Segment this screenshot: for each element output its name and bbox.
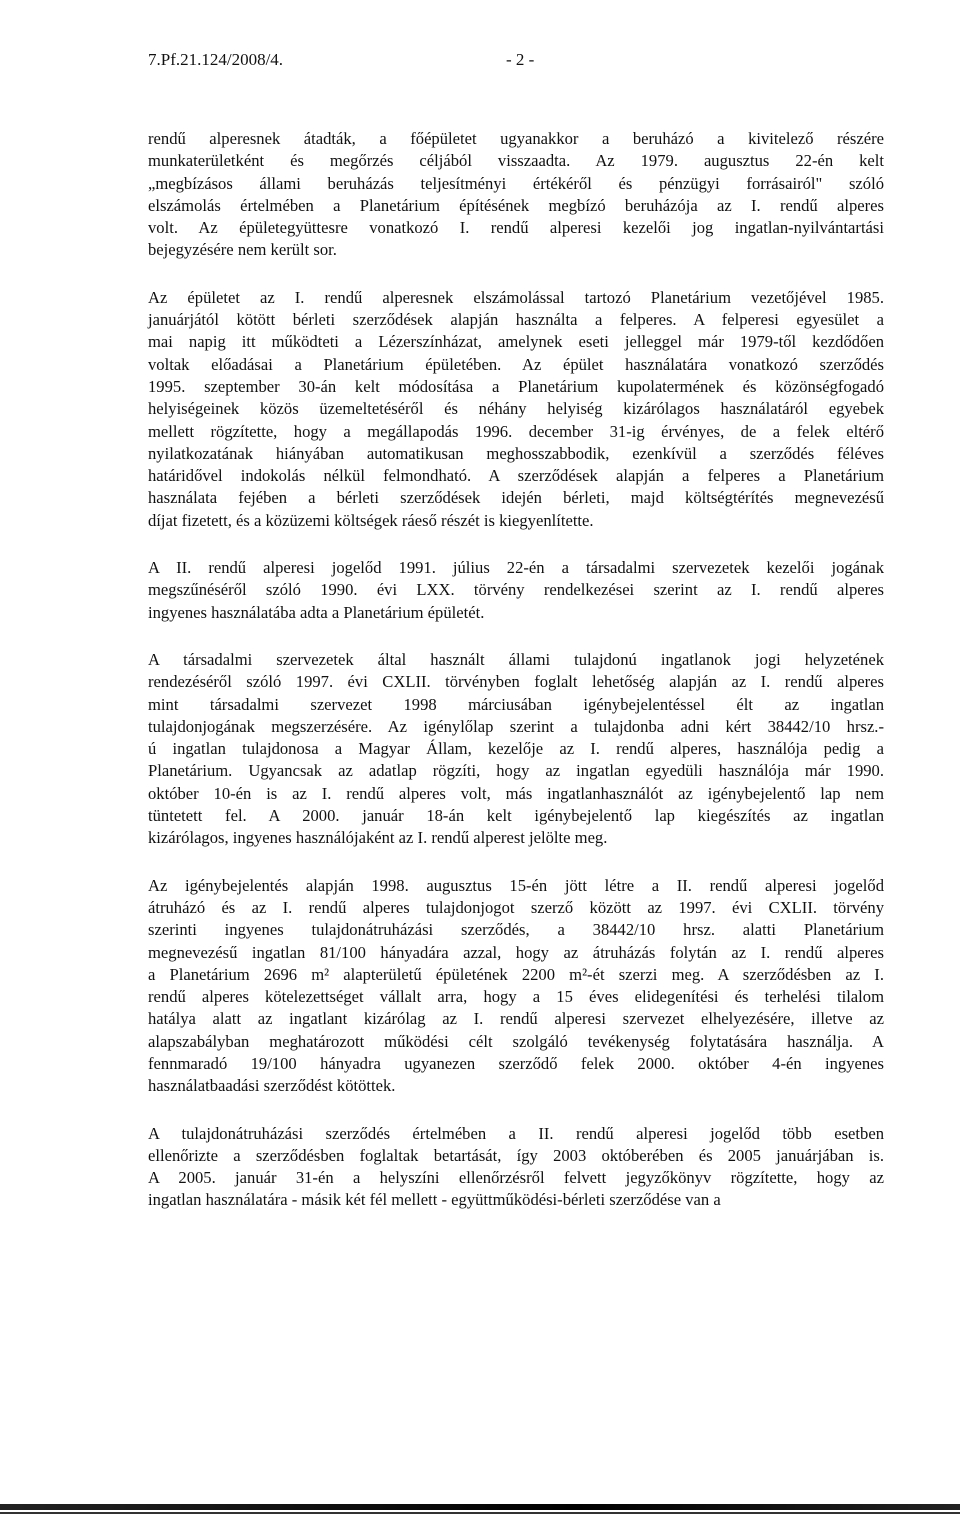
text-line: A 2005. január 31-én a helyszíni ellenőrzésről felvett jegyzőkönyv rögzítette, hogy az	[148, 1168, 884, 1188]
text-line: ingyenes használatába adta a Planetárium épületét.	[148, 602, 485, 622]
text-line: helyiségeinek közös üzemeltetéséről és néhány helyiség kizárólagos használatáról egyebek	[148, 399, 884, 419]
text-line: ellenőrizte a szerződésben foglaltak betartását, így 2003 októberében és 2005 januárjában is.	[148, 1145, 884, 1165]
text-line: határidővel indokolás nélkül felmondható. A szerződések alapján a felperes a Planetárium	[148, 466, 884, 486]
text-line: használatbaadási szerződést kötöttek.	[148, 1076, 396, 1096]
text-line: „megbízásos állami beruházás teljesítményi értékéről és pénzügyi forrásairól" szóló	[148, 173, 884, 193]
text-line: rendű alperes kötelezettséget vállalt arra, hogy a 15 éves elidegenítési és terhelési tilalom	[148, 987, 884, 1007]
text-line: tulajdonjogának megszerzésére. Az igénylőlap szerint a tulajdonba adni kért 38442/10 hrsz.-	[148, 716, 884, 736]
text-line: ú ingatlan tulajdonosa a Magyar Állam, kezelője az I. rendű alperes, használója pedig a	[148, 739, 884, 759]
text-line: megnevezésű ingatlan 81/100 hányadára azzal, hogy az átruházás folytán az I. rendű alperes	[148, 942, 884, 962]
text-line: Az igénybejelentés alapján 1998. augusztus 15-én jött létre a II. rendű alperesi jogelőd	[148, 875, 884, 895]
paragraph	[148, 649, 884, 850]
case-reference: 7.Pf.21.124/2008/4.	[148, 50, 284, 69]
paragraph	[148, 287, 884, 532]
text-line: díjat fizetett, és a közüzemi költségek ráeső részét is kiegyenlítette.	[148, 510, 594, 530]
document-body	[148, 128, 884, 1237]
text-line: januárjától kötött bérleti szerződések alapján használta a felperes. A felperesi egyesület a	[148, 310, 884, 330]
text-line: kizárólagos, ingyenes használójaként az I. rendű alperest jelölte meg.	[148, 828, 608, 848]
text-line: alapszabályban meghatározott működési célt szolgáló tevékenység folytatására használja. A	[148, 1031, 884, 1051]
text-line: október 10-én is az I. rendű alperes volt, más ingatlanhasználót az igénybejelentő lap nem	[148, 783, 884, 803]
text-line: bejegyzésére nem került sor.	[148, 240, 337, 260]
text-line: mellett rögzítette, hogy a megállapodás 1996. december 31-ig érvényes, de a felek eltérő	[148, 421, 884, 441]
paragraph	[148, 875, 884, 1098]
text-line: Az épületet az I. rendű alperesnek elszámolással tartozó Planetárium vezetőjével 1985.	[148, 287, 884, 307]
text-line: hatálya alatt az ingatlant kizárólag az I. rendű alperesi szervezet elhelyezésére, illetve az	[148, 1009, 884, 1029]
footer-rule	[0, 1504, 960, 1510]
text-line: A II. rendű alperesi jogelőd 1991. július 22-én a társadalmi szervezetek kezelői jogának	[148, 558, 884, 578]
text-line: nyilatkozatának hiányában automatikusan meghosszabbodik, ezenkívül a szerződés féléves	[148, 443, 884, 463]
text-line: mint társadalmi szervezet 1998 márciusában igénybejelentéssel élt az ingatlan	[148, 694, 884, 714]
text-line: tüntetett fel. A 2000. január 18-án kelt igénybejelentő lap kiegészítés az ingatlan	[148, 806, 884, 826]
text-line: elszámolás értelmében a Planetárium építésének megbízó beruházója az I. rendű alperes	[148, 195, 884, 215]
paragraph	[148, 128, 884, 262]
text-line: rendezéséről szóló 1997. évi CXLII. törvényben foglalt lehetőség alapján az I. rendű alperes	[148, 672, 884, 692]
page-number: - 2 -	[506, 50, 535, 69]
text-line: a Planetárium 2696 m² alapterületű épületének 2200 m²-ét szerzi meg. A szerződésben az I.	[148, 964, 884, 984]
text-line: A tulajdonátruházási szerződés értelmében a II. rendű alperesi jogelőd több esetben	[148, 1123, 884, 1143]
text-line: volt. Az épületegyüttesre vonatkozó I. rendű alperesi kezelői jog ingatlan-nyilvántartási	[148, 218, 884, 238]
text-line: átruházó és az I. rendű alperes tulajdonjogot szerző között az 1997. évi CXLII. törvény	[148, 897, 884, 917]
paragraph	[148, 1123, 884, 1212]
paragraph	[148, 557, 884, 624]
text-line: Planetárium. Ugyancsak az adatlap rögzíti, hogy az ingatlan egyedüli használója már 1990.	[148, 761, 884, 781]
text-line: ingatlan használatára - másik két fél mellett - együttműködési-bérleti szerződése van a	[148, 1190, 721, 1210]
text-line: voltak előadásai a Planetárium épületében. Az épület használatára vonatkozó szerződés	[148, 354, 884, 374]
text-line: szerinti ingyenes tulajdonátruházási szerződés, a 38442/10 hrsz. alatti Planetárium	[148, 920, 884, 940]
text-line: fennmaradó 19/100 hányadra ugyanezen szerződő felek 2000. október 4-én ingyenes	[148, 1053, 884, 1073]
text-line: A társadalmi szervezetek által használt állami tulajdonú ingatlanok jogi helyzetének	[148, 649, 884, 669]
text-line: használata fejében a bérleti szerződések idején bérleti, majd költségtérítés megnevezésű	[148, 488, 884, 508]
footer-rule-thin	[0, 1512, 960, 1514]
text-line: munkaterületként és megőrzés céljából visszaadta. Az 1979. augusztus 22-én kelt	[148, 151, 884, 171]
text-line: 1995. szeptember 30-án kelt módosítása a Planetárium kupolatermének és közönségfogadó	[148, 376, 884, 396]
text-line: rendű alperesnek átadták, a főépületet ugyanakkor a beruházó a kivitelező részére	[148, 129, 884, 148]
text-line: megszűnéséről szóló 1990. évi LXX. törvény rendelkezései szerint az I. rendű alperes	[148, 580, 884, 600]
text-line: mai napig itt működteti a Lézerszínházat, amelynek eseti jelleggel már 1979-től kezdődően	[148, 332, 884, 352]
